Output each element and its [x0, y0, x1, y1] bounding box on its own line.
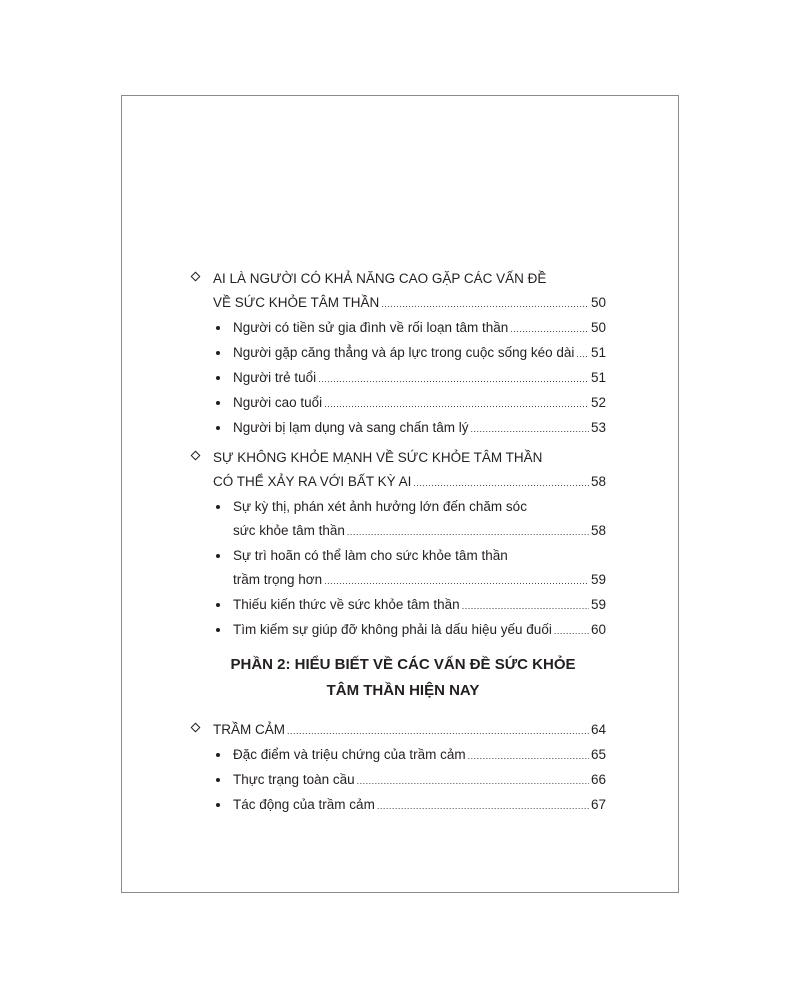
page-number: 50 [590, 320, 606, 335]
bullet-icon [216, 778, 220, 782]
toc-entry-text: Người bị lạm dụng và sang chấn tâm lý [233, 420, 469, 435]
bullet-icon [216, 351, 220, 355]
toc-subitem[interactable] [190, 416, 606, 440]
toc-entry-text: Tìm kiếm sự giúp đỡ không phải là dấu hiệu yếu đuối [233, 622, 552, 637]
bullet-icon [216, 803, 220, 807]
bullet-icon [216, 376, 220, 380]
part-title [190, 652, 606, 704]
part-title-line-1: PHẦN 2: HIỂU BIẾT VỀ CÁC VẤN ĐỀ SỨC KHỎE [230, 656, 576, 673]
bullet-icon [216, 426, 220, 430]
dot-leader [324, 392, 589, 416]
toc-line [213, 291, 606, 315]
diamond-bullet-icon [191, 723, 201, 733]
toc-group-part2 [190, 718, 606, 817]
dot-leader [510, 317, 589, 341]
toc-line [233, 366, 606, 390]
toc-line [233, 519, 606, 543]
toc-entry-text: Sự trì hoãn có thể làm cho sức khỏe tâm thần [233, 548, 508, 563]
dot-leader [554, 619, 589, 643]
toc-entry-text: Người trẻ tuổi [233, 370, 317, 385]
toc-line [233, 568, 606, 592]
toc-section [190, 446, 606, 642]
toc-group-part1 [190, 267, 606, 642]
toc-entry-text: VỀ SỨC KHỎE TÂM THẦN [213, 295, 380, 310]
bullet-icon [216, 554, 220, 558]
dot-leader [357, 769, 589, 793]
dot-leader [377, 794, 589, 818]
page-number: 51 [590, 370, 606, 385]
diamond-bullet-icon [191, 451, 201, 461]
toc-section-heading[interactable] [190, 446, 606, 494]
toc-line [213, 446, 606, 470]
toc-subitem[interactable] [190, 743, 606, 767]
dot-leader [318, 367, 589, 391]
bullet-icon [216, 401, 220, 405]
toc-line [213, 267, 606, 291]
page-number: 64 [590, 722, 606, 737]
toc-entry-text: sức khỏe tâm thần [233, 523, 345, 538]
toc-line [233, 593, 606, 617]
toc-subitem[interactable] [190, 618, 606, 642]
table-of-contents [190, 267, 606, 823]
toc-line [233, 316, 606, 340]
toc-line [233, 544, 606, 568]
dot-leader [347, 520, 589, 544]
toc-subitem[interactable] [190, 793, 606, 817]
bullet-icon [216, 628, 220, 632]
toc-subitem[interactable] [190, 391, 606, 415]
toc-line [233, 743, 606, 767]
page-number: 65 [590, 747, 606, 762]
toc-line [233, 768, 606, 792]
toc-line [233, 495, 606, 519]
bullet-icon [216, 505, 220, 509]
toc-line [233, 793, 606, 817]
toc-line [233, 391, 606, 415]
toc-subitem[interactable] [190, 495, 606, 543]
toc-line [233, 618, 606, 642]
toc-line [233, 416, 606, 440]
toc-subitem[interactable] [190, 366, 606, 390]
toc-subitem[interactable] [190, 593, 606, 617]
page-number: 58 [590, 523, 606, 538]
toc-entry-text: Đặc điểm và triệu chứng của trầm cảm [233, 747, 466, 762]
page-number: 59 [590, 572, 606, 587]
toc-line [233, 341, 606, 365]
toc-section-heading[interactable] [190, 718, 606, 742]
page-number: 51 [590, 345, 606, 360]
toc-subitem[interactable] [190, 316, 606, 340]
dot-leader [413, 471, 589, 495]
toc-line [213, 470, 606, 494]
page-number: 52 [590, 395, 606, 410]
dot-leader [324, 569, 589, 593]
toc-entry-text: Người gặp căng thẳng và áp lực trong cuộc sống kéo dài [233, 345, 575, 360]
toc-entry-text: Tác động của trầm cảm [233, 797, 375, 812]
toc-subitem[interactable] [190, 341, 606, 365]
toc-section [190, 267, 606, 440]
bullet-icon [216, 326, 220, 330]
part-title-line-2: TÂM THẦN HIỆN NAY [326, 682, 480, 699]
toc-section-heading[interactable] [190, 267, 606, 315]
toc-line [213, 718, 606, 742]
dot-leader [468, 744, 589, 768]
toc-subitem[interactable] [190, 768, 606, 792]
toc-subitem[interactable] [190, 544, 606, 592]
toc-entry-text: Sự kỳ thị, phán xét ảnh hưởng lớn đến chăm sóc [233, 499, 527, 514]
dot-leader [471, 417, 589, 441]
toc-section [190, 718, 606, 817]
page-number: 58 [590, 474, 606, 489]
toc-entry-text: trầm trọng hơn [233, 572, 323, 587]
page-number: 60 [590, 622, 606, 637]
page-number: 53 [590, 420, 606, 435]
page-number: 50 [590, 295, 606, 310]
page-number: 67 [590, 797, 606, 812]
diamond-bullet-icon [191, 272, 201, 282]
dot-leader [576, 342, 589, 366]
dot-leader [462, 594, 589, 618]
toc-entry-text: Người cao tuổi [233, 395, 323, 410]
toc-entry-text: Thiếu kiến thức về sức khỏe tâm thần [233, 597, 460, 612]
dot-leader [287, 719, 589, 743]
toc-entry-text: AI LÀ NGƯỜI CÓ KHẢ NĂNG CAO GẶP CÁC VẤN ĐỀ [213, 271, 547, 286]
page-number: 59 [590, 597, 606, 612]
toc-entry-text: Thực trạng toàn cầu [233, 772, 355, 787]
toc-entry-text: TRẦM CẢM [213, 722, 285, 737]
toc-entry-text: CÓ THỂ XẢY RA VỚI BẤT KỲ AI [213, 474, 412, 489]
dot-leader [381, 292, 589, 316]
page-number: 66 [590, 772, 606, 787]
bullet-icon [216, 603, 220, 607]
toc-entry-text: Người có tiền sử gia đình về rối loạn tâm thần [233, 320, 509, 335]
toc-entry-text: SỰ KHÔNG KHỎE MẠNH VỀ SỨC KHỎE TÂM THẦN [213, 450, 543, 465]
bullet-icon [216, 753, 220, 757]
